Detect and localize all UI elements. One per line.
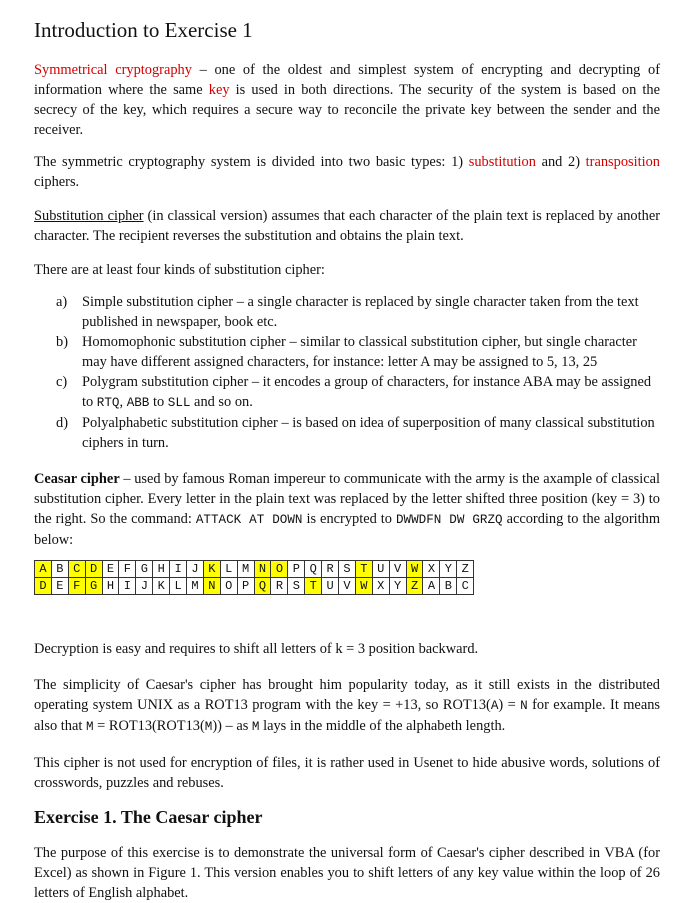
term-key: key (208, 82, 230, 98)
plain-letter-cell: Q (305, 561, 322, 578)
paragraph-caesar-cipher: Ceasar cipher – used by famous Roman impereur to communicate with the army is the axample of classical substitution cipher. Every letter in the plain text was replaced by the letter shifted three position (key = 3) to the right. So the command: ATTACK AT DOWN is encrypted to DWWDFN DW GRZQ according to the algorithm below: (34, 471, 661, 548)
cipher-letter-cell: J (136, 578, 153, 595)
plain-letter-cell: I (170, 561, 187, 578)
cipher-letter-cell: C (457, 578, 474, 595)
cipher-letter-cell: Q (254, 578, 271, 595)
cipher-letter-cell: Z (406, 578, 423, 595)
encrypted-command: DWWDFN DW GRZQ (395, 513, 503, 527)
cipher-letter-cell: S (288, 578, 305, 595)
plain-letter-cell: E (102, 561, 119, 578)
plain-letter-cell: A (35, 561, 52, 578)
cipher-letter-cell: M (187, 578, 204, 595)
substitution-kinds-list (34, 292, 660, 453)
paragraph-substitution-cipher: Substitution cipher (in classical version) assumes that each character of the plain text is replaced by another character. The recipient reverses the substitution and obtains the plain text. (34, 208, 660, 244)
plain-letter-cell: G (136, 561, 153, 578)
list-item: b) Homomophonic substitution cipher – similar to classical substitution cipher, but single character may have different assigned characters, for instance: letter A may be assigned to 5, 13, 25 (56, 334, 637, 370)
plain-letter-cell: D (85, 561, 102, 578)
cipher-letter-cell: N (203, 578, 220, 595)
term-symmetrical-cryptography: Symmetrical cryptography (34, 62, 192, 78)
plain-letter-cell: V (389, 561, 406, 578)
paragraph-four-kinds: There are at least four kinds of substitution cipher: (34, 262, 325, 278)
cipher-letter-cell: F (68, 578, 85, 595)
plain-letter-cell: K (203, 561, 220, 578)
plain-letter-cell: B (51, 561, 68, 578)
cipher-letter-cell: V (339, 578, 356, 595)
plain-letter-cell: L (220, 561, 237, 578)
term-transposition: transposition (585, 154, 661, 170)
plain-letter-cell: W (406, 561, 423, 578)
plain-letter-cell: Y (440, 561, 457, 578)
paragraph-symmetric-crypto: Symmetrical cryptography – one of the oldest and simplest system of encrypting and decrypting of information where the same key is used in both directions. The security of the system is based on the secrecy of the key, which requires a secure way to reconcile the private key between the sender and the receiver. (34, 62, 660, 138)
caesar-cipher-table (34, 560, 474, 595)
cipher-letter-cell: X (372, 578, 389, 595)
cipher-letter-cell: T (305, 578, 322, 595)
term-caesar-cipher: Ceasar cipher (34, 471, 120, 487)
plain-letter-cell: J (187, 561, 204, 578)
plain-command: ATTACK AT DOWN (195, 513, 303, 527)
plain-letter-cell: C (68, 561, 85, 578)
cipher-letter-cell: P (237, 578, 254, 595)
paragraph-usenet: This cipher is not used for encryption of files, it is rather used in Usenet to hide abusive words, solutions of crosswords, puzzles and rebuses. (34, 755, 660, 791)
plain-alphabet-row (35, 561, 474, 578)
paragraph-purpose: The purpose of this exercise is to demonstrate the universal form of Caesar's cipher described in VBA (for Excel) as shown in Figure 1. This version enables you to shift letters of any key value within the loop of 26 letters of English alphabet. (34, 845, 660, 901)
list-item: a) Simple substitution cipher – a single character is replaced by single character taken from the text published in newspaper, book etc. (56, 294, 639, 330)
cipher-letter-cell: W (355, 578, 372, 595)
exercise-title: Exercise 1. The Caesar cipher (34, 807, 263, 827)
plain-letter-cell: T (355, 561, 372, 578)
list-item: d) Polyalphabetic substitution cipher – is based on idea of superposition of many classical substitution ciphers in turn. (56, 415, 655, 451)
cipher-letter-cell: O (220, 578, 237, 595)
cipher-letter-cell: E (51, 578, 68, 595)
plain-letter-cell: Z (457, 561, 474, 578)
plain-letter-cell: S (339, 561, 356, 578)
cipher-alphabet-row (35, 578, 474, 595)
plain-letter-cell: P (288, 561, 305, 578)
paragraph-basic-types: The symmetric cryptography system is divided into two basic types: 1) substitution and 2) transposition ciphers. (34, 154, 661, 190)
plain-letter-cell: N (254, 561, 271, 578)
term-substitution-cipher: Substitution cipher (34, 208, 144, 224)
cipher-letter-cell: A (423, 578, 440, 595)
cipher-letter-cell: D (35, 578, 52, 595)
cipher-letter-cell: K (153, 578, 170, 595)
cipher-letter-cell: B (440, 578, 457, 595)
cipher-letter-cell: G (85, 578, 102, 595)
cipher-letter-cell: U (322, 578, 339, 595)
cipher-letter-cell: H (102, 578, 119, 595)
page-title: Introduction to Exercise 1 (34, 18, 253, 42)
cipher-letter-cell: Y (389, 578, 406, 595)
plain-letter-cell: U (372, 561, 389, 578)
paragraph-decryption: Decryption is easy and requires to shift all letters of k = 3 position backward. (34, 641, 479, 657)
plain-letter-cell: H (153, 561, 170, 578)
plain-letter-cell: M (237, 561, 254, 578)
term-substitution: substitution (468, 154, 536, 170)
plain-letter-cell: X (423, 561, 440, 578)
paragraph-rot13: The simplicity of Caesar's cipher has brought him popularity today, as it still exists in the distributed operating system UNIX as a ROT13 program with the key = +13, so ROT13(A) = N for example. It means also that M = ROT13(ROT13(M)) – as M lays in the middle of the alphabeth length. (34, 677, 660, 734)
cipher-letter-cell: I (119, 578, 136, 595)
cipher-letter-cell: R (271, 578, 288, 595)
plain-letter-cell: O (271, 561, 288, 578)
plain-letter-cell: F (119, 561, 136, 578)
list-item: c) Polygram substitution cipher – it encodes a group of characters, for instance ABA may be assigned to RTQ, ABB to SLL and so on. (56, 374, 652, 410)
cipher-letter-cell: L (170, 578, 187, 595)
plain-letter-cell: R (322, 561, 339, 578)
